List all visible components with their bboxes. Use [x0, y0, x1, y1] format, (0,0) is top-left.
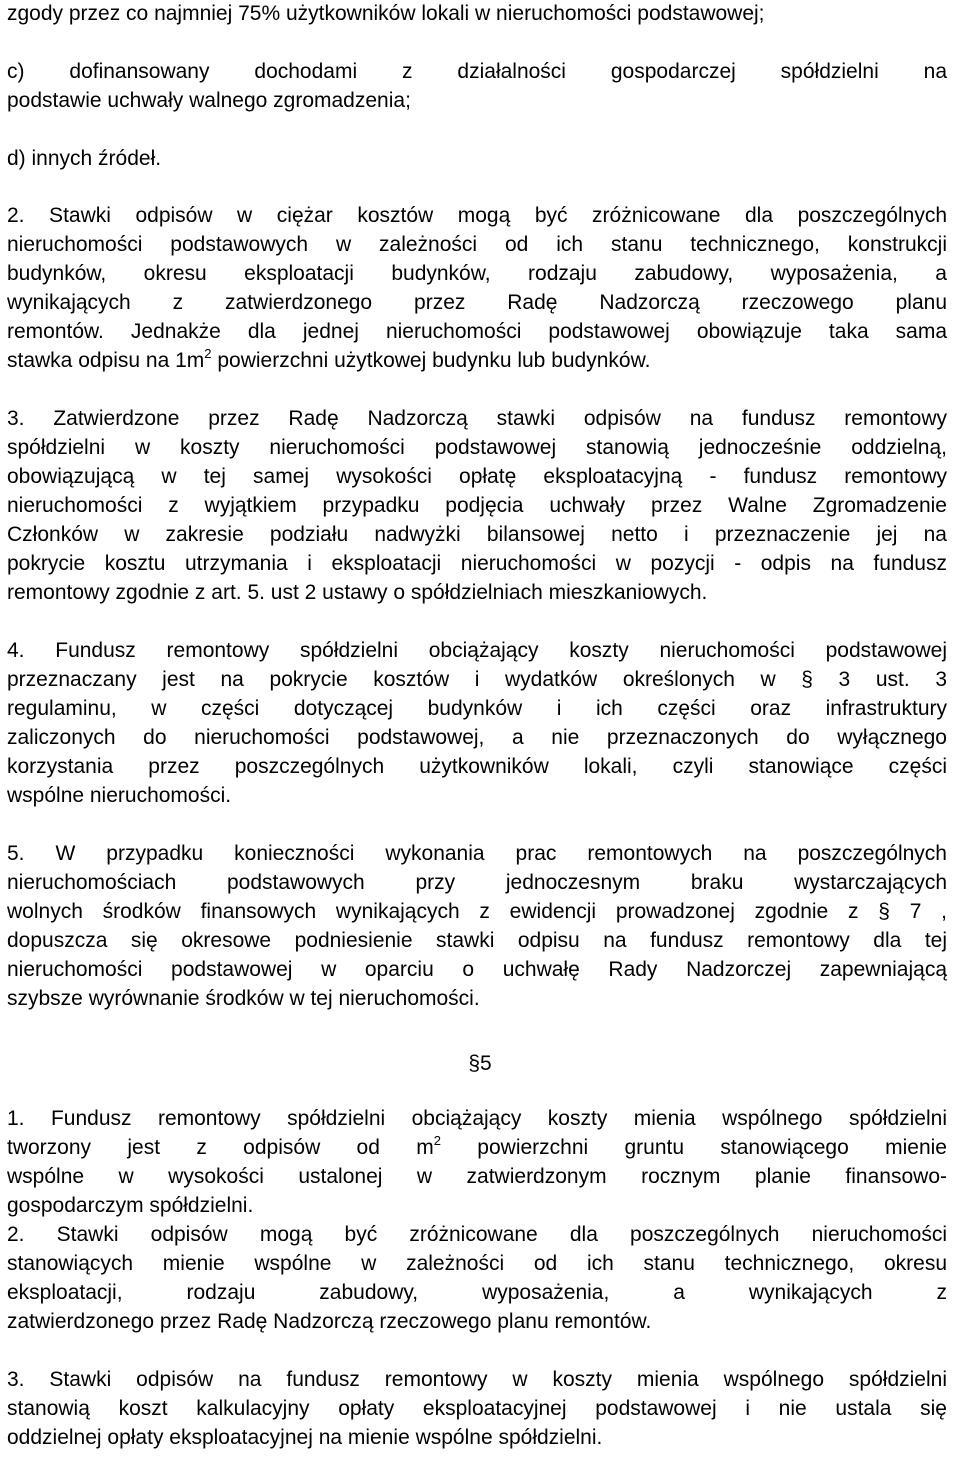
text-line: gospodarczym spółdzielni. [7, 1194, 254, 1217]
text-line: wolnych środków finansowych wynikających z ewidencji prowadzonej zgodnie z § 7 , [7, 900, 947, 923]
text-fragment: stawka odpisu na 1m [7, 349, 205, 372]
superscript: 2 [204, 346, 212, 361]
text-line: 3. Zatwierdzone przez Radę Nadzorczą stawki odpisów na fundusz remontowy [7, 407, 947, 430]
text-line: regulaminu, w części dotyczącej budynków i ich części oraz infrastruktury [7, 697, 947, 720]
text-line: korzystania przez poszczególnych użytkowników lokali, czyli stanowiące części [7, 755, 947, 778]
text-line: budynków, okresu eksploatacji budynków, rodzaju zabudowy, wyposażenia, a [7, 262, 947, 285]
superscript: 2 [433, 1133, 441, 1148]
text-line: szybsze wyrównanie środków w tej nieruchomości. [7, 987, 480, 1010]
text-line: 1. Fundusz remontowy spółdzielni obciążający koszty mienia wspólnego spółdzielni [7, 1107, 947, 1130]
text-line: dopuszcza się okresowe podniesienie stawki odpisu na fundusz remontowy dla tej [7, 929, 947, 952]
text-line: zaliczonych do nieruchomości podstawowej, a nie przeznaczonych do wyłącznego [7, 726, 947, 749]
text-line: wspólne w wysokości ustalonej w zatwierdzonym rocznym planie finansowo- [7, 1165, 947, 1188]
text-line: nieruchomości podstawowych w zależności od ich stanu technicznego, konstrukcji [7, 233, 947, 256]
section-heading: §5 [468, 1052, 492, 1075]
text-line: 2. Stawki odpisów w ciężar kosztów mogą być zróżnicowane dla poszczególnych [7, 204, 947, 227]
text-line: d) innych źródeł. [7, 147, 162, 170]
text-line: wynikających z zatwierdzonego przez Radę Nadzorczą rzeczowego planu [7, 291, 947, 314]
text-line: zatwierdzonego przez Radę Nadzorczą rzeczowego planu remontów. [7, 1310, 652, 1333]
text-fragment: powierzchni gruntu stanowiącego mienie [440, 1136, 947, 1159]
text-line: podstawie uchwały walnego zgromadzenia; [7, 89, 411, 112]
text-line: remontów. Jednakże dla jednej nieruchomości podstawowej obowiązuje taka sama [7, 320, 947, 343]
text-line: stanowią koszt kalkulacyjny opłaty eksploatacyjnej podstawowej i nie ustala się [7, 1397, 947, 1420]
text-line: pokrycie kosztu utrzymania i eksploatacji nieruchomości w pozycji - odpis na fundusz [7, 552, 947, 575]
text-line: eksploatacji, rodzaju zabudowy, wyposażenia, a wynikających z [7, 1281, 947, 1304]
text-line: zgody przez co najmniej 75% użytkowników lokali w nieruchomości podstawowej; [7, 2, 765, 25]
text-line: 2. Stawki odpisów mogą być zróżnicowane dla poszczególnych nieruchomości [7, 1223, 947, 1246]
text-line: nieruchomości podstawowej w oparciu o uchwałę Rady Nadzorczej zapewniającą [7, 958, 947, 981]
text-line: spółdzielni w koszty nieruchomości podstawowej stanowią jednocześnie oddzielną, [7, 436, 947, 459]
text-line: nieruchomościach podstawowych przy jednoczesnym braku wystarczających [7, 871, 947, 894]
text-line: remontowy zgodnie z art. 5. ust 2 ustawy o spółdzielniach mieszkaniowych. [7, 581, 708, 604]
text-line: wspólne nieruchomości. [7, 784, 232, 807]
text-line: oddzielnej opłaty eksploatacyjnej na mienie wspólne spółdzielni. [7, 1426, 603, 1449]
text-line: c) dofinansowany dochodami z działalności gospodarczej spółdzielni na [7, 60, 947, 83]
text-line: 4. Fundusz remontowy spółdzielni obciążający koszty nieruchomości podstawowej [7, 639, 947, 662]
text-line: stanowiących mienie wspólne w zależności od ich stanu technicznego, okresu [7, 1252, 947, 1275]
text-line: nieruchomości z wyjątkiem przypadku podjęcia uchwały przez Walne Zgromadzenie [7, 494, 947, 517]
text-line: obowiązującą w tej samej wysokości opłatę eksploatacyjną - fundusz remontowy [7, 465, 947, 488]
text-line [7, 1134, 947, 1162]
text-line: Członków w zakresie podziału nadwyżki bilansowej netto i przeznaczenie jej na [7, 523, 947, 546]
text-line: przeznaczany jest na pokrycie kosztów i wydatków określonych w § 3 ust. 3 [7, 668, 947, 691]
text-line: 5. W przypadku konieczności wykonania prac remontowych na poszczególnych [7, 842, 947, 865]
text-line: 3. Stawki odpisów na fundusz remontowy w koszty mienia wspólnego spółdzielni [7, 1368, 947, 1391]
text-line [7, 347, 947, 375]
text-fragment: powierzchni użytkowej budynku lub budynków. [211, 349, 651, 372]
text-fragment: tworzony jest z odpisów od m [7, 1136, 434, 1159]
